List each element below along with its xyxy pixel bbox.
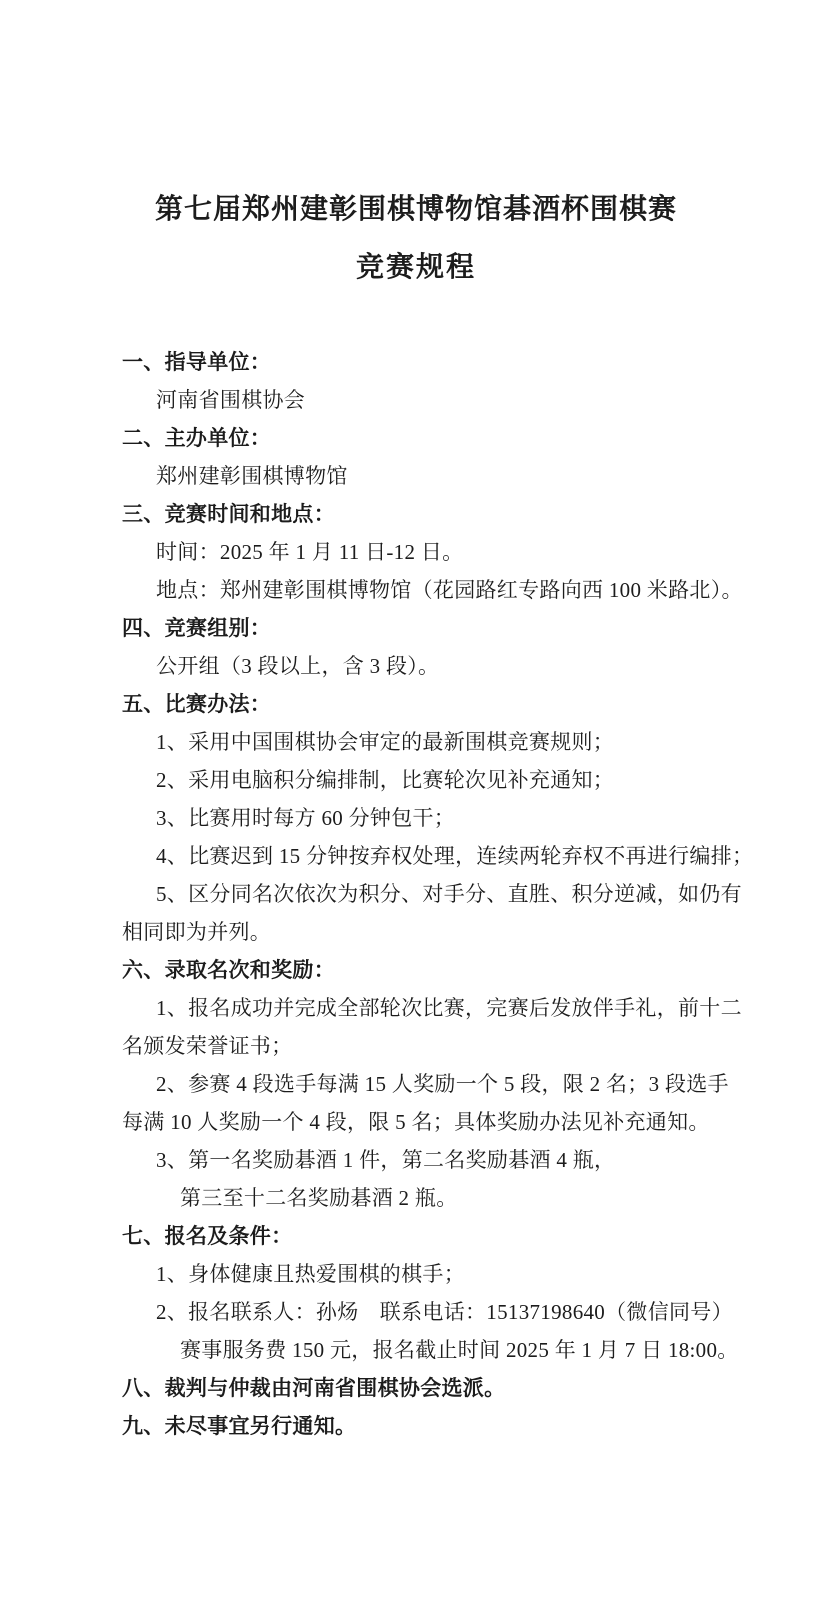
doc-line: 一、指导单位：: [122, 350, 272, 374]
doc-line: 1、报名成功并完成全部轮次比赛，完赛后发放伴手礼，前十二: [156, 996, 742, 1020]
doc-line: 4、比赛迟到 15 分钟按弃权处理，连续两轮弃权不再进行编排；: [156, 844, 754, 868]
doc-line: 相同即为并列。: [122, 920, 272, 944]
doc-line: 八、裁判与仲裁由河南省围棋协会选派。: [122, 1376, 506, 1400]
page-subtitle: 竞赛规程: [355, 252, 476, 283]
doc-line: 赛事服务费 150 元，报名截止时间 2025 年 1 月 7 日 18:00。: [180, 1338, 739, 1362]
doc-line: 2、采用电脑积分编排制，比赛轮次见补充通知；: [156, 768, 615, 792]
doc-line: 名颁发荣誉证书；: [122, 1034, 293, 1058]
doc-line: 1、身体健康且热爱围棋的棋手；: [156, 1262, 465, 1286]
doc-line: 地点：郑州建彰围棋博物馆（花园路红专路向西 100 米路北）。: [156, 578, 743, 602]
doc-line: 郑州建彰围棋博物馆: [156, 464, 348, 488]
doc-line: 河南省围棋协会: [156, 388, 306, 412]
document-body: [122, 343, 754, 1445]
doc-line: 第三至十二名奖励碁酒 2 瓶。: [180, 1186, 458, 1210]
doc-line: 九、未尽事宜另行通知。: [122, 1414, 357, 1438]
doc-line: 2、参赛 4 段选手每满 15 人奖励一个 5 段，限 2 名；3 段选手: [156, 1072, 729, 1096]
doc-line: 5、区分同名次依次为积分、对手分、直胜、积分逆减，如仍有: [156, 882, 742, 906]
doc-line: 五、比赛办法：: [122, 692, 272, 716]
doc-line: 公开组（3 段以上，含 3 段）。: [156, 654, 440, 678]
doc-line: 3、比赛用时每方 60 分钟包干；: [156, 806, 456, 830]
doc-line: 1、采用中国围棋协会审定的最新围棋竞赛规则；: [156, 730, 615, 754]
doc-line: 七、报名及条件：: [122, 1224, 293, 1248]
doc-line: 二、主办单位：: [122, 426, 272, 450]
doc-line: 四、竞赛组别：: [122, 616, 272, 640]
page-title: 第七届郑州建彰围棋博物馆碁酒杯围棋赛: [154, 194, 677, 225]
doc-line: 时间：2025 年 1 月 11 日-12 日。: [156, 540, 464, 564]
doc-line: 每满 10 人奖励一个 4 段，限 5 名；具体奖励办法见补充通知。: [122, 1110, 710, 1134]
doc-line: 2、报名联系人：孙炀 联系电话：15137198640（微信同号）: [156, 1300, 733, 1324]
doc-line: 六、录取名次和奖励：: [122, 958, 335, 982]
doc-line: 3、第一名奖励碁酒 1 件，第二名奖励碁酒 4 瓶，: [156, 1148, 616, 1172]
doc-line: 三、竞赛时间和地点：: [122, 502, 335, 526]
